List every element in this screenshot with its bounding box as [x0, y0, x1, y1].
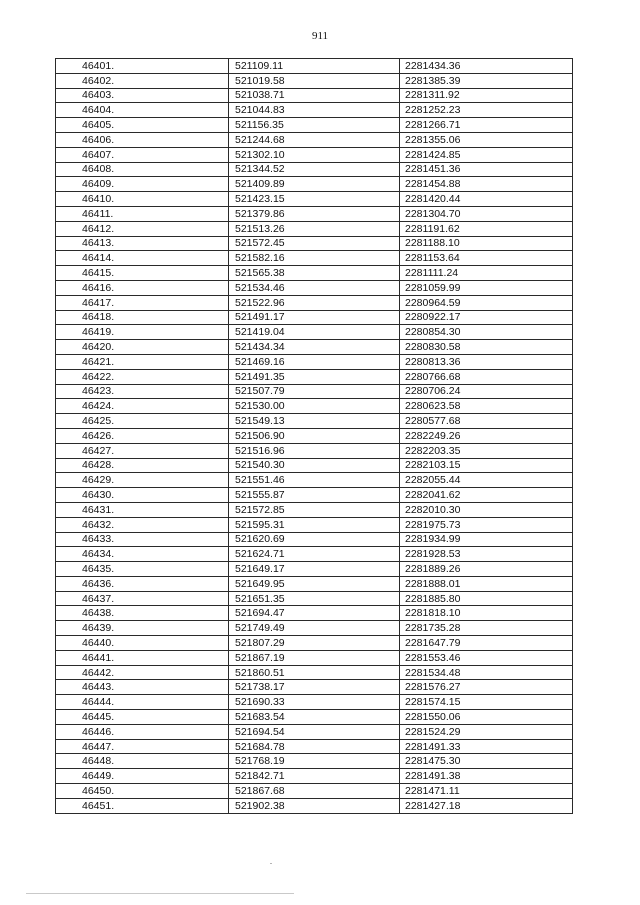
point-number-cell: 46424.: [56, 399, 229, 414]
point-number-cell: 46406.: [56, 132, 229, 147]
y-coordinate-cell: 2281647.79: [400, 636, 573, 651]
table-row: [56, 458, 573, 473]
table-row: [56, 206, 573, 221]
y-coordinate-cell: 2281574.15: [400, 695, 573, 710]
x-coordinate-cell: 521469.16: [229, 354, 400, 369]
table-row: [56, 710, 573, 725]
table-row: [56, 576, 573, 591]
point-number-cell: 46419.: [56, 325, 229, 340]
table-row: [56, 562, 573, 577]
x-coordinate-cell: 521555.87: [229, 488, 400, 503]
y-coordinate-cell: 2281304.70: [400, 206, 573, 221]
table-row: [56, 665, 573, 680]
x-coordinate-cell: 521540.30: [229, 458, 400, 473]
table-row: [56, 754, 573, 769]
point-number-cell: 46429.: [56, 473, 229, 488]
y-coordinate-cell: 2282249.26: [400, 428, 573, 443]
y-coordinate-cell: 2281475.30: [400, 754, 573, 769]
table-row: [56, 369, 573, 384]
y-coordinate-cell: 2281311.92: [400, 88, 573, 103]
coordinates-table: [55, 58, 573, 814]
x-coordinate-cell: 521344.52: [229, 162, 400, 177]
y-coordinate-cell: 2281553.46: [400, 650, 573, 665]
point-number-cell: 46451.: [56, 798, 229, 813]
point-number-cell: 46440.: [56, 636, 229, 651]
y-coordinate-cell: 2281355.06: [400, 132, 573, 147]
y-coordinate-cell: 2280922.17: [400, 310, 573, 325]
table-row: [56, 73, 573, 88]
footer-mark: [270, 863, 272, 864]
x-coordinate-cell: 521507.79: [229, 384, 400, 399]
y-coordinate-cell: 2281385.39: [400, 73, 573, 88]
table-row: [56, 399, 573, 414]
table-row: [56, 295, 573, 310]
x-coordinate-cell: 521549.13: [229, 414, 400, 429]
table-row: [56, 650, 573, 665]
coordinates-table-body: [56, 59, 573, 814]
point-number-cell: 46425.: [56, 414, 229, 429]
point-number-cell: 46403.: [56, 88, 229, 103]
point-number-cell: 46430.: [56, 488, 229, 503]
table-row: [56, 606, 573, 621]
x-coordinate-cell: 521595.31: [229, 517, 400, 532]
point-number-cell: 46435.: [56, 562, 229, 577]
x-coordinate-cell: 521044.83: [229, 103, 400, 118]
y-coordinate-cell: 2280813.36: [400, 354, 573, 369]
x-coordinate-cell: 521867.68: [229, 784, 400, 799]
point-number-cell: 46413.: [56, 236, 229, 251]
point-number-cell: 46434.: [56, 547, 229, 562]
x-coordinate-cell: 521860.51: [229, 665, 400, 680]
table-row: [56, 769, 573, 784]
y-coordinate-cell: 2281885.80: [400, 591, 573, 606]
y-coordinate-cell: 2280964.59: [400, 295, 573, 310]
table-row: [56, 354, 573, 369]
x-coordinate-cell: 521572.45: [229, 236, 400, 251]
x-coordinate-cell: 521244.68: [229, 132, 400, 147]
table-row: [56, 59, 573, 74]
y-coordinate-cell: 2281735.28: [400, 621, 573, 636]
x-coordinate-cell: 521302.10: [229, 147, 400, 162]
y-coordinate-cell: 2281191.62: [400, 221, 573, 236]
x-coordinate-cell: 521565.38: [229, 266, 400, 281]
point-number-cell: 46414.: [56, 251, 229, 266]
table-row: [56, 428, 573, 443]
x-coordinate-cell: 521551.46: [229, 473, 400, 488]
y-coordinate-cell: 2281059.99: [400, 280, 573, 295]
x-coordinate-cell: 521530.00: [229, 399, 400, 414]
table-row: [56, 236, 573, 251]
x-coordinate-cell: 521019.58: [229, 73, 400, 88]
point-number-cell: 46416.: [56, 280, 229, 295]
table-row: [56, 192, 573, 207]
table-row: [56, 488, 573, 503]
table-row: [56, 384, 573, 399]
y-coordinate-cell: 2282103.15: [400, 458, 573, 473]
y-coordinate-cell: 2282010.30: [400, 502, 573, 517]
y-coordinate-cell: 2281491.33: [400, 739, 573, 754]
x-coordinate-cell: 521534.46: [229, 280, 400, 295]
table-row: [56, 547, 573, 562]
x-coordinate-cell: 521491.35: [229, 369, 400, 384]
table-row: [56, 266, 573, 281]
x-coordinate-cell: 521491.17: [229, 310, 400, 325]
x-coordinate-cell: 521423.15: [229, 192, 400, 207]
x-coordinate-cell: 521807.29: [229, 636, 400, 651]
x-coordinate-cell: 521690.33: [229, 695, 400, 710]
x-coordinate-cell: 521694.47: [229, 606, 400, 621]
table-row: [56, 636, 573, 651]
table-row: [56, 502, 573, 517]
table-row: [56, 724, 573, 739]
y-coordinate-cell: 2281934.99: [400, 532, 573, 547]
point-number-cell: 46404.: [56, 103, 229, 118]
table-row: [56, 251, 573, 266]
point-number-cell: 46417.: [56, 295, 229, 310]
y-coordinate-cell: 2281928.53: [400, 547, 573, 562]
point-number-cell: 46443.: [56, 680, 229, 695]
point-number-cell: 46446.: [56, 724, 229, 739]
point-number-cell: 46449.: [56, 769, 229, 784]
point-number-cell: 46407.: [56, 147, 229, 162]
x-coordinate-cell: 521513.26: [229, 221, 400, 236]
x-coordinate-cell: 521516.96: [229, 443, 400, 458]
table-row: [56, 118, 573, 133]
point-number-cell: 46411.: [56, 206, 229, 221]
x-coordinate-cell: 521038.71: [229, 88, 400, 103]
table-row: [56, 798, 573, 813]
point-number-cell: 46445.: [56, 710, 229, 725]
point-number-cell: 46428.: [56, 458, 229, 473]
table-row: [56, 532, 573, 547]
point-number-cell: 46422.: [56, 369, 229, 384]
table-row: [56, 147, 573, 162]
y-coordinate-cell: 2282055.44: [400, 473, 573, 488]
table-row: [56, 88, 573, 103]
point-number-cell: 46441.: [56, 650, 229, 665]
y-coordinate-cell: 2281534.48: [400, 665, 573, 680]
table-row: [56, 177, 573, 192]
point-number-cell: 46405.: [56, 118, 229, 133]
x-coordinate-cell: 521522.96: [229, 295, 400, 310]
x-coordinate-cell: 521684.78: [229, 739, 400, 754]
point-number-cell: 46408.: [56, 162, 229, 177]
y-coordinate-cell: 2282041.62: [400, 488, 573, 503]
table-row: [56, 473, 573, 488]
y-coordinate-cell: 2281451.36: [400, 162, 573, 177]
point-number-cell: 46437.: [56, 591, 229, 606]
y-coordinate-cell: 2280623.58: [400, 399, 573, 414]
footer-line: [26, 893, 294, 894]
x-coordinate-cell: 521694.54: [229, 724, 400, 739]
point-number-cell: 46421.: [56, 354, 229, 369]
x-coordinate-cell: 521651.35: [229, 591, 400, 606]
x-coordinate-cell: 521683.54: [229, 710, 400, 725]
x-coordinate-cell: 521409.89: [229, 177, 400, 192]
x-coordinate-cell: 521620.69: [229, 532, 400, 547]
y-coordinate-cell: 2281550.06: [400, 710, 573, 725]
x-coordinate-cell: 521842.71: [229, 769, 400, 784]
point-number-cell: 46439.: [56, 621, 229, 636]
y-coordinate-cell: 2281454.88: [400, 177, 573, 192]
point-number-cell: 46410.: [56, 192, 229, 207]
table-row: [56, 221, 573, 236]
table-row: [56, 340, 573, 355]
x-coordinate-cell: 521506.90: [229, 428, 400, 443]
y-coordinate-cell: 2281424.85: [400, 147, 573, 162]
y-coordinate-cell: 2281420.44: [400, 192, 573, 207]
point-number-cell: 46418.: [56, 310, 229, 325]
y-coordinate-cell: 2281111.24: [400, 266, 573, 281]
y-coordinate-cell: 2280577.68: [400, 414, 573, 429]
table-row: [56, 280, 573, 295]
y-coordinate-cell: 2281188.10: [400, 236, 573, 251]
point-number-cell: 46431.: [56, 502, 229, 517]
table-row: [56, 325, 573, 340]
table-row: [56, 517, 573, 532]
y-coordinate-cell: 2281888.01: [400, 576, 573, 591]
page-number: 911: [311, 30, 329, 42]
table-row: [56, 414, 573, 429]
x-coordinate-cell: 521156.35: [229, 118, 400, 133]
point-number-cell: 46427.: [56, 443, 229, 458]
point-number-cell: 46448.: [56, 754, 229, 769]
point-number-cell: 46432.: [56, 517, 229, 532]
x-coordinate-cell: 521434.34: [229, 340, 400, 355]
y-coordinate-cell: 2281975.73: [400, 517, 573, 532]
x-coordinate-cell: 521572.85: [229, 502, 400, 517]
table-row: [56, 310, 573, 325]
x-coordinate-cell: 521649.17: [229, 562, 400, 577]
x-coordinate-cell: 521749.49: [229, 621, 400, 636]
x-coordinate-cell: 521768.19: [229, 754, 400, 769]
y-coordinate-cell: 2280706.24: [400, 384, 573, 399]
y-coordinate-cell: 2281266.71: [400, 118, 573, 133]
table-row: [56, 784, 573, 799]
point-number-cell: 46401.: [56, 59, 229, 74]
x-coordinate-cell: 521109.11: [229, 59, 400, 74]
x-coordinate-cell: 521738.17: [229, 680, 400, 695]
table-row: [56, 695, 573, 710]
y-coordinate-cell: 2282203.35: [400, 443, 573, 458]
point-number-cell: 46450.: [56, 784, 229, 799]
point-number-cell: 46436.: [56, 576, 229, 591]
point-number-cell: 46423.: [56, 384, 229, 399]
point-number-cell: 46426.: [56, 428, 229, 443]
x-coordinate-cell: 521379.86: [229, 206, 400, 221]
point-number-cell: 46409.: [56, 177, 229, 192]
y-coordinate-cell: 2281471.11: [400, 784, 573, 799]
x-coordinate-cell: 521624.71: [229, 547, 400, 562]
x-coordinate-cell: 521902.38: [229, 798, 400, 813]
y-coordinate-cell: 2281252.23: [400, 103, 573, 118]
y-coordinate-cell: 2280766.68: [400, 369, 573, 384]
table-row: [56, 680, 573, 695]
point-number-cell: 46402.: [56, 73, 229, 88]
y-coordinate-cell: 2281576.27: [400, 680, 573, 695]
y-coordinate-cell: 2281818.10: [400, 606, 573, 621]
x-coordinate-cell: 521867.19: [229, 650, 400, 665]
y-coordinate-cell: 2280854.30: [400, 325, 573, 340]
table-row: [56, 739, 573, 754]
y-coordinate-cell: 2281153.64: [400, 251, 573, 266]
y-coordinate-cell: 2281889.26: [400, 562, 573, 577]
y-coordinate-cell: 2280830.58: [400, 340, 573, 355]
y-coordinate-cell: 2281524.29: [400, 724, 573, 739]
x-coordinate-cell: 521419.04: [229, 325, 400, 340]
table-row: [56, 621, 573, 636]
x-coordinate-cell: 521649.95: [229, 576, 400, 591]
point-number-cell: 46412.: [56, 221, 229, 236]
table-row: [56, 132, 573, 147]
point-number-cell: 46420.: [56, 340, 229, 355]
point-number-cell: 46444.: [56, 695, 229, 710]
table-row: [56, 103, 573, 118]
table-row: [56, 443, 573, 458]
point-number-cell: 46433.: [56, 532, 229, 547]
point-number-cell: 46438.: [56, 606, 229, 621]
point-number-cell: 46415.: [56, 266, 229, 281]
y-coordinate-cell: 2281434.36: [400, 59, 573, 74]
table-row: [56, 162, 573, 177]
point-number-cell: 46447.: [56, 739, 229, 754]
y-coordinate-cell: 2281427.18: [400, 798, 573, 813]
table-row: [56, 591, 573, 606]
point-number-cell: 46442.: [56, 665, 229, 680]
y-coordinate-cell: 2281491.38: [400, 769, 573, 784]
x-coordinate-cell: 521582.16: [229, 251, 400, 266]
